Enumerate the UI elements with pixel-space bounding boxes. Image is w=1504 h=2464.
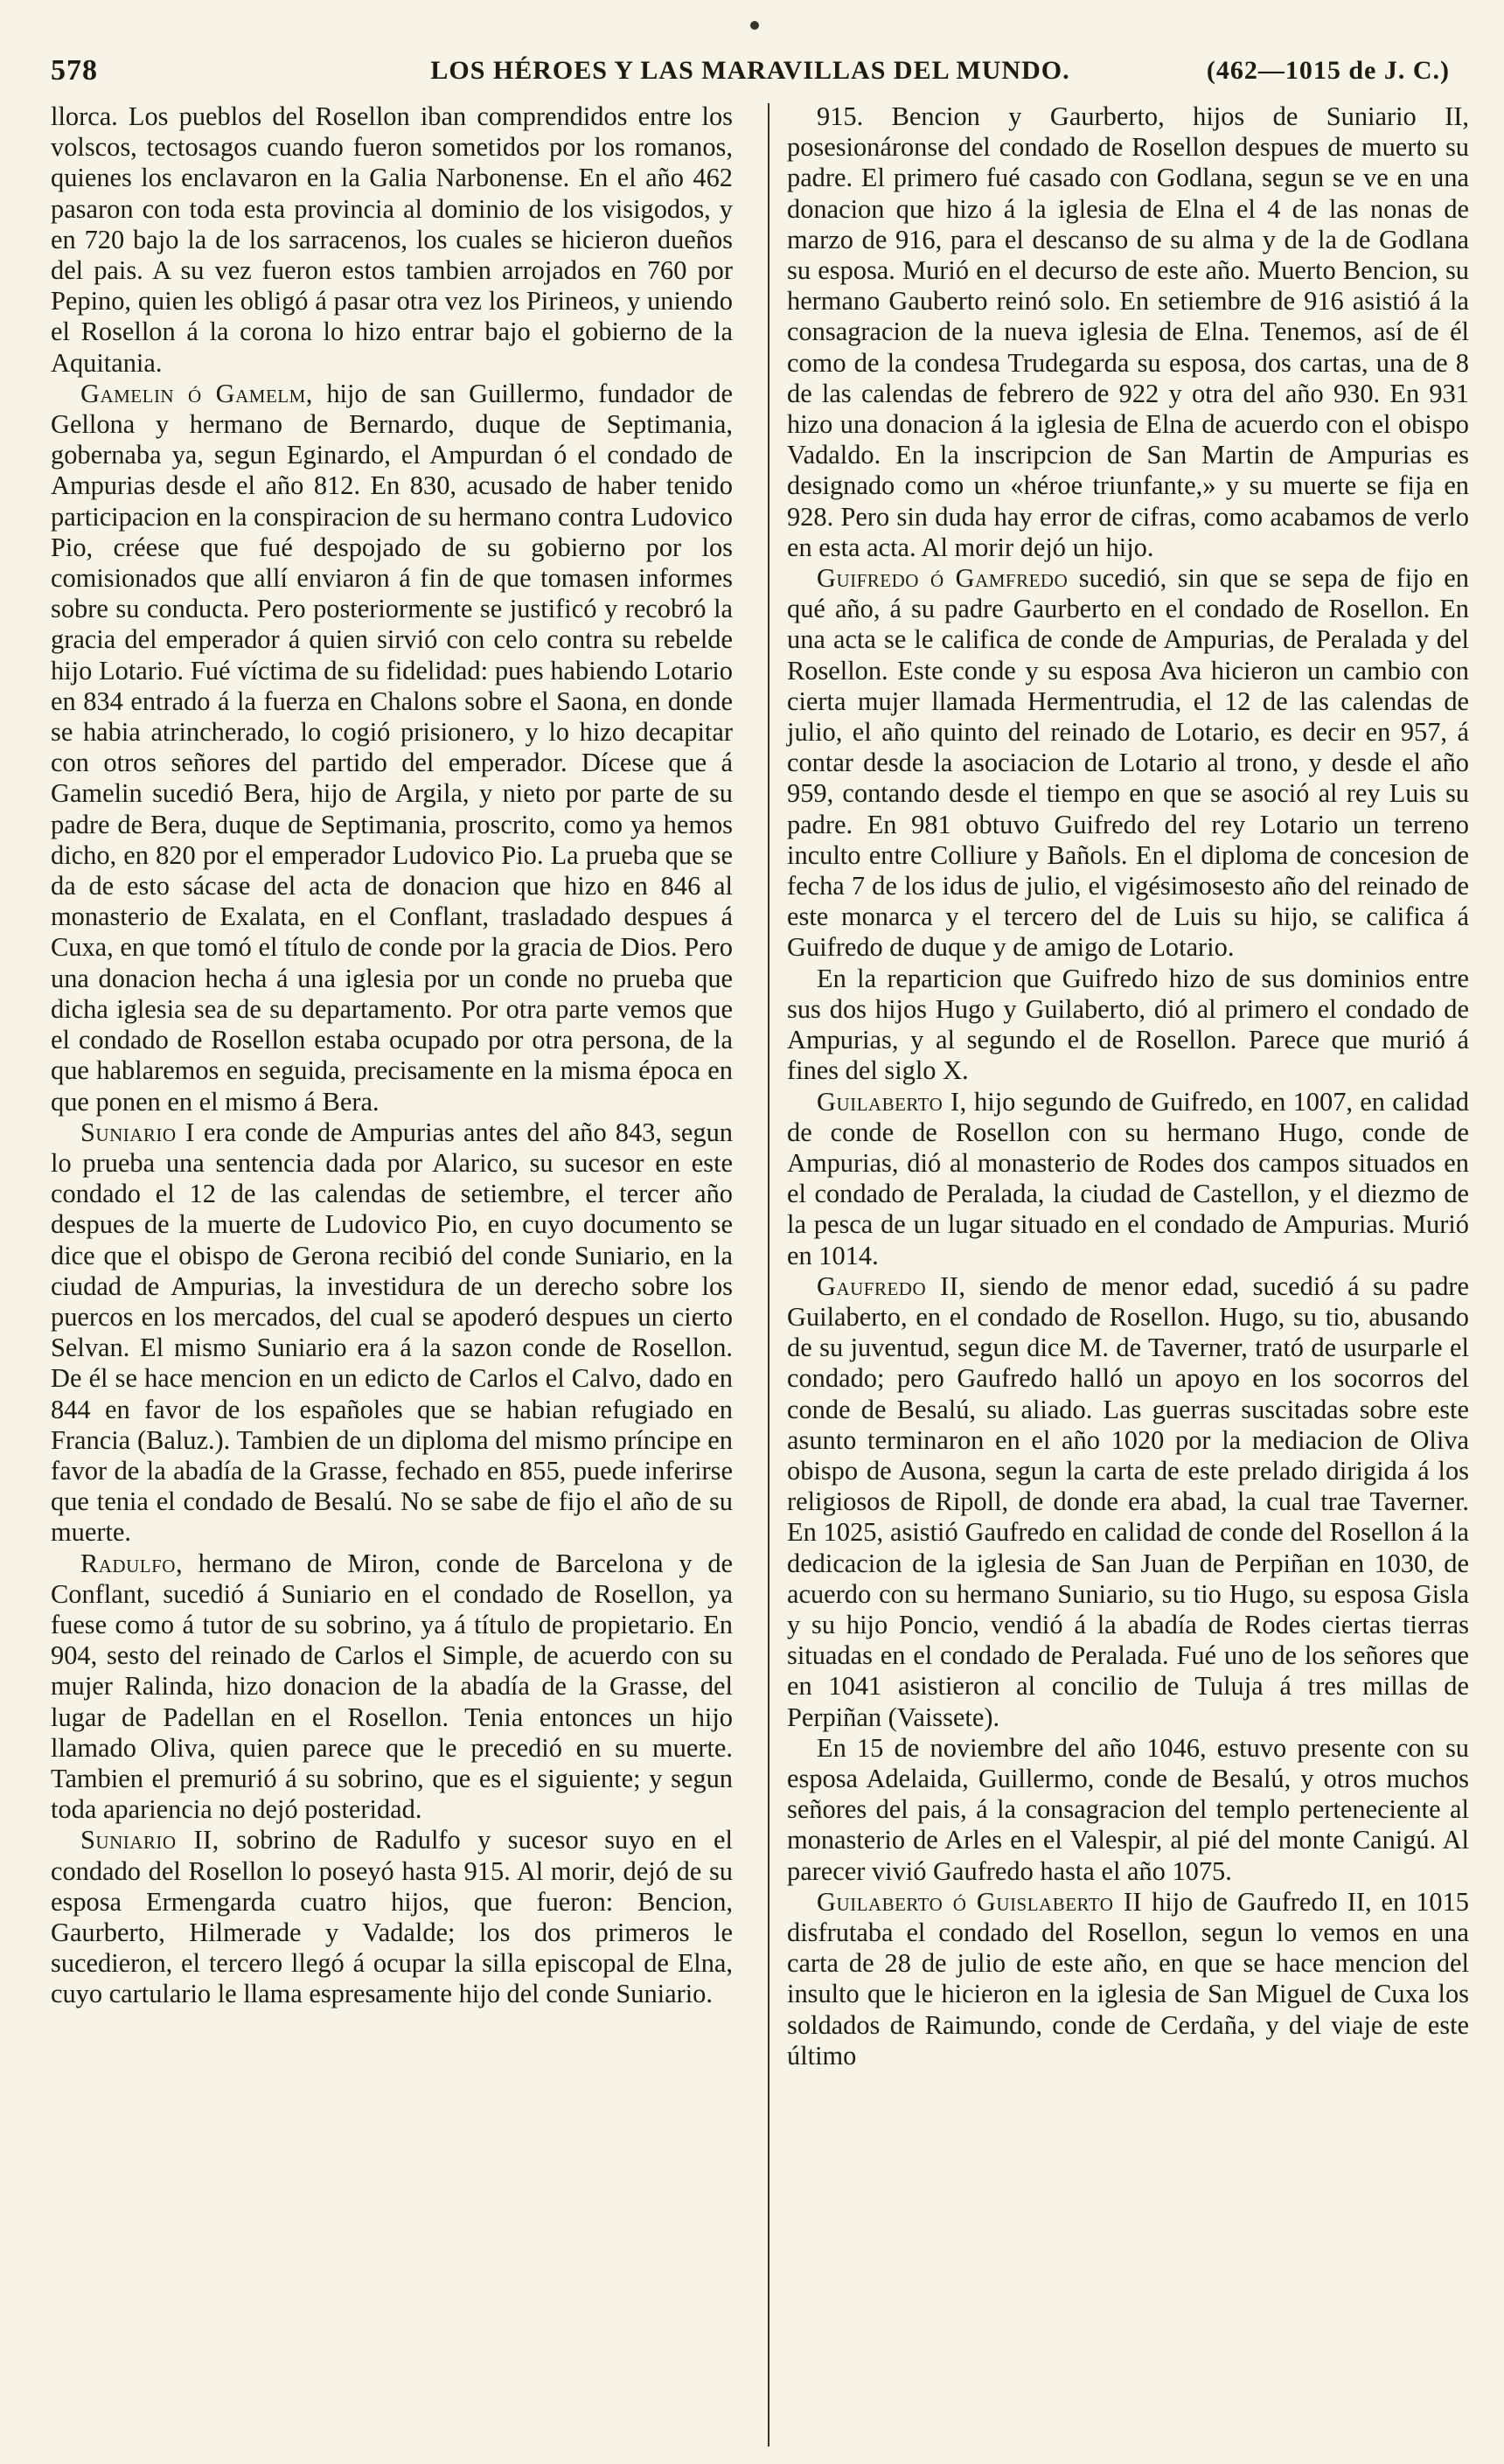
- entry-name: Gaufredo II,: [817, 1270, 966, 1301]
- paragraph: Guilaberto I, hijo segundo de Guifredo, en 1007, en calidad de conde de Rosellon con su hermano Hugo, conde de Ampurias, dió al monasterio de Rodes dos campos situados en el condado de Peralada, la ciudad de Castellon, y el diezmo de la pesca de un lugar situado en el condado de Ampurias. Murió en 1014.: [787, 1086, 1469, 1270]
- running-title: LOS HÉROES Y LAS MARAVILLAS DEL MUNDO.: [430, 56, 1070, 85]
- entry-name: Suniario II,: [80, 1825, 219, 1855]
- paragraph: Guilaberto ó Guislaberto II hijo de Gaufredo II, en 1015 disfrutaba el condado del Rosellon, segun lo vemos en una carta de 28 de julio de este año, en que se hace mencion del insulto que le hicieron en la iglesia de San Miguel de Cuxa los soldados de Raimundo, conde de Cerdaña, y del viaje de este último: [787, 1886, 1469, 2071]
- paragraph: Radulfo, hermano de Miron, conde de Barcelona y de Conflant, sucedió á Suniario en el condado de Rosellon, ya fuese como á tutor de su sobrino, ya á título de propietario. En 904, sesto del reinado de Carlos el Simple, de acuerdo con su mujer Ralinda, hizo donacion de la abadía de la Grasse, del lugar de Padellan en el Rosellon. Tenia entonces un hijo llamado Oliva, quien parece que le precedió en su muerte. Tambien el premurió á su sobrino, que es el siguiente; y segun toda apariencia no dejó posteridad.: [51, 1548, 733, 1825]
- paragraph: Guifredo ó Gamfredo sucedió, sin que se sepa de fijo en qué año, á su padre Gaurberto en el condado de Rosellon. En una acta se le califica de conde de Ampurias, de Peralada y del Rosellon. Este conde y su esposa Ava hicieron un cambio con cierta mujer llamada Hermentrudia, el 12 de las calendas de julio, el año quinto del reinado de Lotario, es decir en 957, á contar desde la asociacion de Lotario al trono, y desde el año 959, contando desde el tiempo en que se asoció al rey Luis su padre. En 981 obtuvo Guifredo del rey Lotario un terreno inculto entre Colliure y Bañols. En el diploma de concesion de fecha 7 de los idus de julio, el vigésimosesto año del reinado de este monarca y el tercero del de Luis su hijo, se califica á Guifredo de duque y de amigo de Lotario.: [787, 563, 1469, 963]
- left-column: [51, 101, 733, 2010]
- paragraph: llorca. Los pueblos del Rosellon iban comprendidos entre los volscos, tectosagos cuando fueron sometidos por los romanos, quienes los enclavaron en la Galia Narbonense. En el año 462 pasaron con toda esta provincia al dominio de los visigodos, y en 720 bajo la de los sarracenos, los cuales se hicieron dueños del pais. A su vez fueron estos tambien arrojados en 760 por Pepino, quien les obligó á pasar otra vez los Pirineos, y uniendo el Rosellon á la corona lo hizo entrar bajo el gobierno de la Aquitania.: [51, 101, 733, 378]
- page-header: [51, 54, 1450, 91]
- entry-name: Guifredo ó Gamfredo: [817, 563, 1069, 594]
- paragraph: Gaufredo II, siendo de menor edad, sucedió á su padre Guilaberto, en el condado de Rosellon. Hugo, su tio, abusando de su juventud, segun dice M. de Taverner, trató de usurparle el condado; pero Gaufredo halló un apoyo en los socorros del conde de Besalú, su aliado. Las guerras suscitadas sobre este asunto terminaron en el año 1020 por la mediacion de Oliva obispo de Ausona, segun la carta de este prelado dirigida á los religiosos de Ripoll, de donde era abad, la cual trae Taverner. En 1025, asistió Gaufredo en calidad de conde del Rosellon á la dedicacion de la iglesia de San Juan de Perpiñan en 1030, de acuerdo con su hermano Suniario, su tio Hugo, su esposa Gisla y su hijo Poncio, vendió á la abadía de Rodes ciertas tierras situadas en el condado de Peralada. Fué uno de los señores que en 1041 asistieron al concilio de Tuluja á tres millas de Perpiñan (Vaissete).: [787, 1270, 1469, 1732]
- date-range: (462—1015 de J. C.): [1206, 56, 1450, 85]
- paragraph: Suniario I era conde de Ampurias antes del año 843, segun lo prueba una sentencia dada por Alarico, su sucesor en este condado el 12 de las calendas de setiembre, el tercer año despues de la muerte de Ludovico Pio, en cuyo documento se dice que el obispo de Gerona recibió del conde Suniario, en la ciudad de Ampurias, la investidura de un derecho sobre los puercos en los mercados, del cual se apoderó despues un cierto Selvan. El mismo Suniario era á la sazon conde de Rosellon. De él se hace mencion en un edicto de Carlos el Calvo, dado en 844 en favor de los españoles que se habian refugiado en Francia (Baluz.). Tambien de un diploma del mismo príncipe en favor de la abadía de la Grasse, fechado en 855, puede inferirse que tenia el condado de Besalú. No se sabe de fijo el año de su muerte.: [51, 1117, 733, 1548]
- entry-name: Suniario I: [80, 1117, 195, 1147]
- paragraph: 915. Bencion y Gaurberto, hijos de Suniario II, posesionáronse del condado de Rosellon despues de muerto su padre. El primero fué casado con Godlana, segun se ve en una donacion que hizo á la iglesia de Elna el 4 de las nonas de marzo de 916, para el descanso de su alma y de la de Godlana su esposa. Murió en el decurso de este año. Muerto Bencion, su hermano Gauberto reinó solo. En setiembre de 916 asistió á la consagracion de la nueva iglesia de Elna. Tenemos, así de él como de la condesa Trudegarda su esposa, dos cartas, una de 8 de las calendas de febrero de 922 y otra del año 930. En 931 hizo una donacion á la iglesia de Elna de acuerdo con el obispo Vadaldo. En la inscripcion de San Martin de Ampurias es designado como un «héroe triunfante,» y su muerte se fija en 928. Pero sin duda hay error de cifras, como acabamos de verlo en esta acta. Al morir dejó un hijo.: [787, 101, 1469, 562]
- paragraph: Suniario II, sobrino de Radulfo y sucesor suyo en el condado del Rosellon lo poseyó hasta 915. Al morir, dejó de su esposa Ermengarda cuatro hijos, que fueron: Bencion, Gaurberto, Hilmerade y Vadalde; los dos primeros le sucedieron, el tercero llegó á ocupar la silla episcopal de Elna, cuyo cartulario le llama espresamente hijo del conde Suniario.: [51, 1825, 733, 2009]
- page-number: 578: [51, 54, 98, 87]
- entry-name: Gamelin ó Gamelm,: [80, 378, 313, 408]
- entry-name: Guilaberto I,: [817, 1086, 967, 1117]
- paragraph: En la reparticion que Guifredo hizo de sus dominios entre sus dos hijos Hugo y Guilaberto, dió al primero el condado de Ampurias, y al segundo el de Rosellon. Parece que murió á fines del siglo X.: [787, 963, 1469, 1086]
- entry-name: Radulfo,: [80, 1548, 184, 1578]
- entry-name: Guilaberto ó Guislaberto II: [817, 1886, 1143, 1917]
- ornament-dot: [750, 21, 759, 30]
- right-column: [787, 101, 1469, 2071]
- paragraph: En 15 de noviembre del año 1046, estuvo presente con su esposa Adelaida, Guillermo, conde de Besalú, y otros muchos señores del pais, á la consagracion del templo perteneciente al monasterio de Arles en el Valespir, al pié del monte Canigú. Al parecer vivió Gaufredo hasta el año 1075.: [787, 1732, 1469, 1886]
- column-divider: [768, 103, 769, 2447]
- paragraph: Gamelin ó Gamelm, hijo de san Guillermo, fundador de Gellona y hermano de Bernardo, duque de Septimania, gobernaba ya, segun Eginardo, el Ampurdan ó el condado de Ampurias desde el año 812. En 830, acusado de haber tenido participacion en la conspiracion de su hermano contra Ludovico Pio, créese que fué despojado de su gobierno por los comisionados que allí enviaron á fin de que tomasen informes sobre su conducta. Pero posteriormente se justificó y recobró la gracia del emperador á quien sirvió con celo contra su rebelde hijo Lotario. Fué víctima de su fidelidad: pues habiendo Lotario en 834 entrado á la fuerza en Chalons sobre el Saona, en donde se habia atrincherado, lo cogió prisionero, y lo hizo decapitar con otros señores del partido del emperador. Dícese que á Gamelin sucedió Bera, hijo de Argila, y nieto por parte de su padre de Bera, duque de Septimania, proscrito, como ya hemos dicho, en 820 por el emperador Ludovico Pio. La prueba que se da de esto sácase del acta de donacion que hizo en 846 al monasterio de Exalata, en el Conflant, trasladado despues á Cuxa, en que tomó el título de conde por la gracia de Dios. Pero una donacion hecha á una iglesia por un conde no prueba que dicha iglesia sea de su departamento. Por otra parte vemos que el condado de Rosellon estaba ocupado por otra persona, de la que hablaremos en seguida, precisamente en la misma época en que ponen en el mismo á Bera.: [51, 378, 733, 1117]
